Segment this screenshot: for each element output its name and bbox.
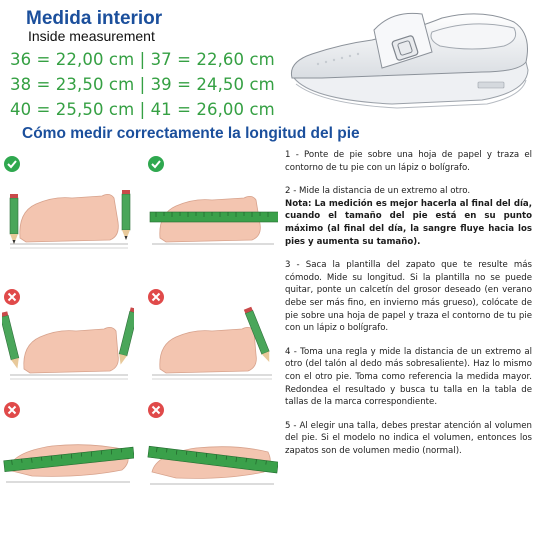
- pencil-icon: [122, 190, 130, 240]
- panel-wrong-trace-2: [146, 285, 278, 385]
- how-to-measure-heading: Cómo medir correctamente la longitud del pie: [22, 125, 360, 142]
- step-2-note: Nota: La medición es mejor hacerla al final del día, cuando el tamaño del pie está en su punto máximo (al final del día, la sangre fluye hacia los pies y aumenta su tamaño).: [285, 198, 532, 247]
- page-subtitle: Inside measurement: [28, 28, 155, 44]
- size-line-1: 36 = 22,00 cm | 37 = 22,60 cm: [10, 50, 275, 69]
- pencil-icon: [10, 194, 18, 244]
- page-title: Medida interior: [26, 8, 163, 29]
- step-4: 4 - Toma una regla y mide la distancia de un extremo al otro (del talón al dedo más sobresaliente). Haz lo mismo con el otro pie. Toma como referencia la medida mayor. Redondea el resultado y busca tu talla en la tabla de tallas de la marca correspondiente.: [285, 346, 532, 408]
- panel-correct-trace: [2, 152, 134, 252]
- size-line-3: 40 = 25,50 cm | 41 = 26,00 cm: [10, 100, 275, 119]
- step-2: 2 - Mide la distancia de un extremo al otro.: [285, 186, 471, 197]
- panel-wrong-ruler-2: [146, 400, 278, 500]
- step-3: 3 - Saca la plantilla del zapato que te resulte más cómodo. Mide su longitud. Si la plantilla no se puede quitar, ponte un calcetín del grosor deseado (en verano debe ser más fino, en invierno más grueso), colócate de pie sobre una hoja de papel y traza el contorno de tu pie con un lápiz o bolígrafo.: [285, 260, 532, 334]
- panel-wrong-ruler: [2, 400, 134, 500]
- ruler-icon: [150, 212, 278, 222]
- panel-correct-ruler: [146, 152, 278, 252]
- step-1: 1 - Ponte de pie sobre una hoja de papel y traza el contorno de tu pie con un lápiz o bolígrafo.: [285, 150, 532, 173]
- size-line-2: 38 = 23,50 cm | 39 = 24,50 cm: [10, 75, 275, 94]
- check-circle-icon: [148, 156, 164, 172]
- pencil-icon: [2, 311, 21, 369]
- clog-image: [282, 0, 532, 118]
- instructions: [285, 149, 532, 468]
- check-circle-icon: [4, 156, 20, 172]
- pencil-icon: [117, 307, 134, 365]
- step-5: 5 - Al elegir una talla, debes prestar atención al volumen del pie. Si el modelo no indica el volumen, entonces los zapatos son de volumen medio (normal).: [285, 420, 532, 456]
- panel-wrong-trace: [2, 285, 134, 385]
